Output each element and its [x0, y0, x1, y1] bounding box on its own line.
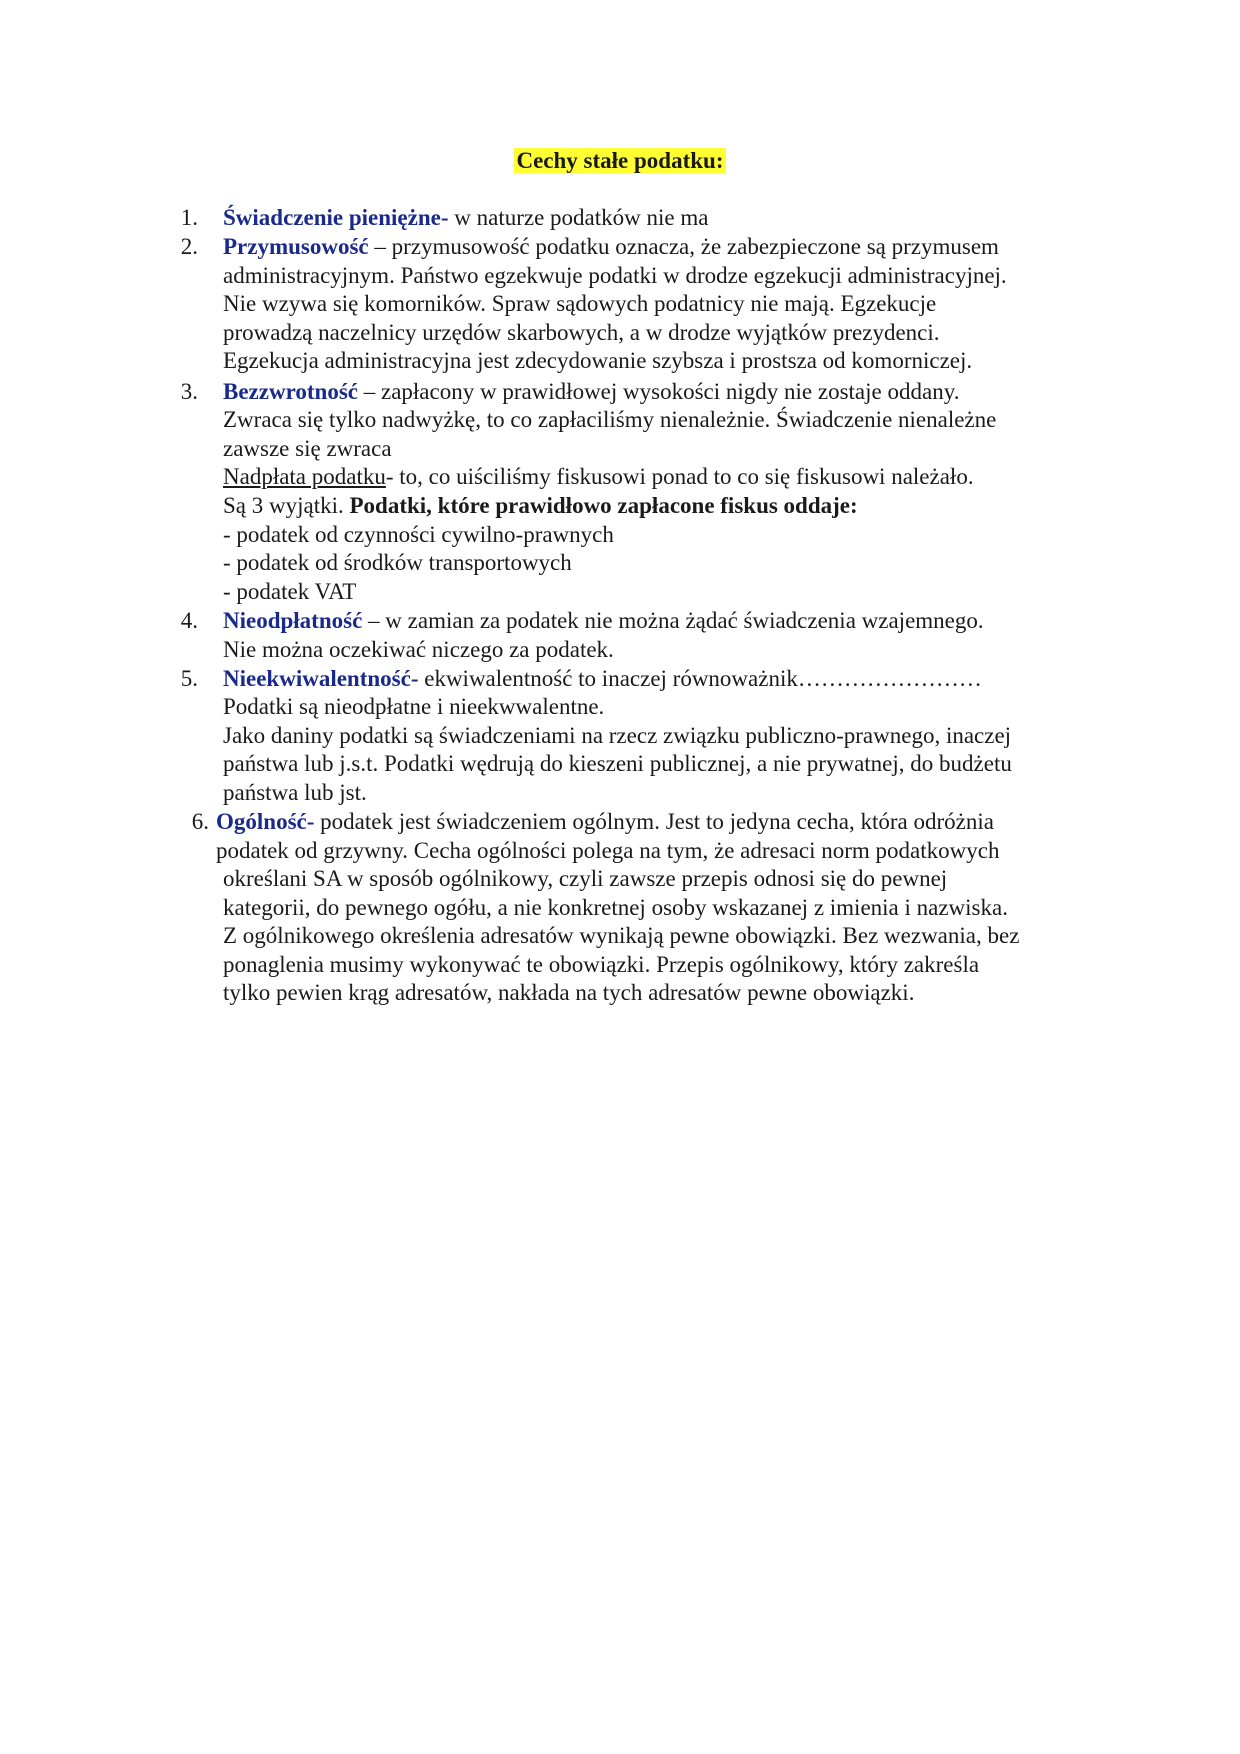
item-3-line-1 — [223, 378, 959, 406]
page-title — [0, 146, 1240, 176]
item-6-line-7: tylko pewien krąg adresatów, nakłada na tych adresatów pewne obowiązki. — [223, 980, 915, 1005]
item-5-line-3: Jako daniny podatki są świadczeniami na rzecz związku publiczno-prawnego, inaczej — [223, 723, 1012, 748]
item-3-exceptions-line — [223, 492, 858, 520]
item-3-line-3: zawsze się zwraca — [223, 436, 392, 461]
item-1-text: w naturze podatków nie ma — [448, 205, 709, 230]
item-3-line-2: Zwraca się tylko nadwyżkę, to co zapłaciliśmy nienależnie. Świadczenie nienależne — [223, 407, 997, 432]
item-5-term: Nieekwiwalentność- — [223, 666, 419, 691]
item-2-line-1 — [223, 233, 999, 261]
item-6-term: Ogólność- — [216, 809, 315, 834]
item-4-text: – w zamian za podatek nie można żądać świadczenia wzajemnego. — [362, 608, 984, 633]
exception-item: - podatek od czynności cywilno-prawnych — [223, 522, 614, 547]
item-6-text: podatek jest świadczeniem ogólnym. Jest to jedyna cecha, która odróżnia — [314, 809, 994, 834]
item-6-line-4: kategorii, do pewnego ogółu, a nie konkretnej osoby wskazanej z imienia i nazwiska. — [223, 895, 1008, 920]
item-6-line-5: Z ogólnikowego określenia adresatów wynikają pewne obowiązki. Bez wezwania, bez — [223, 923, 1020, 948]
item-2-line-5: Egzekucja administracyjna jest zdecydowanie szybsza i prostsza od komorniczej. — [223, 348, 973, 373]
item-6-number: 6. — [191, 809, 209, 834]
item-1-term: Świadczenie pieniężne- — [223, 205, 449, 230]
exceptions-intro: Są 3 wyjątki. — [223, 493, 350, 518]
item-4-line-2: Nie można oczekiwać niczego za podatek. — [223, 637, 614, 662]
item-6-line-6: ponaglenia musimy wykonywać te obowiązki. Przepis ogólnikowy, który zakreśla — [223, 952, 980, 977]
item-4-number: 4. — [180, 608, 198, 633]
item-2-line-4: prowadzą naczelnicy urzędów skarbowych, a w drodze wyjątków prezydenci. — [223, 320, 940, 345]
item-3-overpay-line — [223, 463, 974, 491]
item-6-line-1 — [216, 808, 994, 836]
item-2-term: Przymusowość — [223, 234, 369, 259]
item-3-number: 3. — [180, 379, 198, 404]
item-4-term: Nieodpłatność — [223, 608, 363, 633]
overpay-definition: - to, co uiściliśmy fiskusowi ponad to co się fiskusowi należało. — [385, 464, 974, 489]
item-5-line-1 — [223, 665, 982, 693]
item-5-text: ekwiwalentność to inaczej równoważnik…………………… — [418, 666, 982, 691]
overpay-term: Nadpłata podatku — [223, 464, 386, 489]
exceptions-bold: Podatki, które prawidłowo zapłacone fiskus oddaje: — [349, 493, 858, 518]
item-4-line-1 — [223, 607, 984, 635]
item-1-number: 1. — [180, 205, 198, 230]
item-6-line-3: określani SA w sposób ogólnikowy, czyli zawsze przepis odnosi się do pewnej — [223, 866, 948, 891]
highlighted-title: Cechy stałe podatku: — [516, 148, 724, 173]
item-6-line-2: podatek od grzywny. Cecha ogólności polega na tym, że adresaci norm podatkowych — [216, 838, 1000, 863]
item-3-text: – zapłacony w prawidłowej wysokości nigdy nie zostaje oddany. — [357, 379, 960, 404]
item-1-line-1 — [223, 204, 708, 232]
item-2-text: – przymusowość podatku oznacza, że zabezpieczone są przymusem — [368, 234, 999, 259]
item-5-line-4: państwa lub j.s.t. Podatki wędrują do kieszeni publicznej, a nie prywatnej, do budżetu — [223, 751, 1012, 776]
item-5-line-5: państwa lub jst. — [223, 780, 367, 805]
item-2-line-3: Nie wzywa się komorników. Spraw sądowych podatnicy nie mają. Egzekucje — [223, 291, 937, 316]
item-2-number: 2. — [180, 234, 198, 259]
exception-item: - podatek od środków transportowych — [223, 550, 572, 575]
item-5-number: 5. — [180, 666, 198, 691]
item-3-term: Bezzwrotność — [223, 379, 358, 404]
item-5-line-2: Podatki są nieodpłatne i nieekwwalentne. — [223, 694, 605, 719]
item-2-line-2: administracyjnym. Państwo egzekwuje podatki w drodze egzekucji administracyjnej. — [223, 263, 1007, 288]
exception-item: - podatek VAT — [223, 579, 357, 604]
